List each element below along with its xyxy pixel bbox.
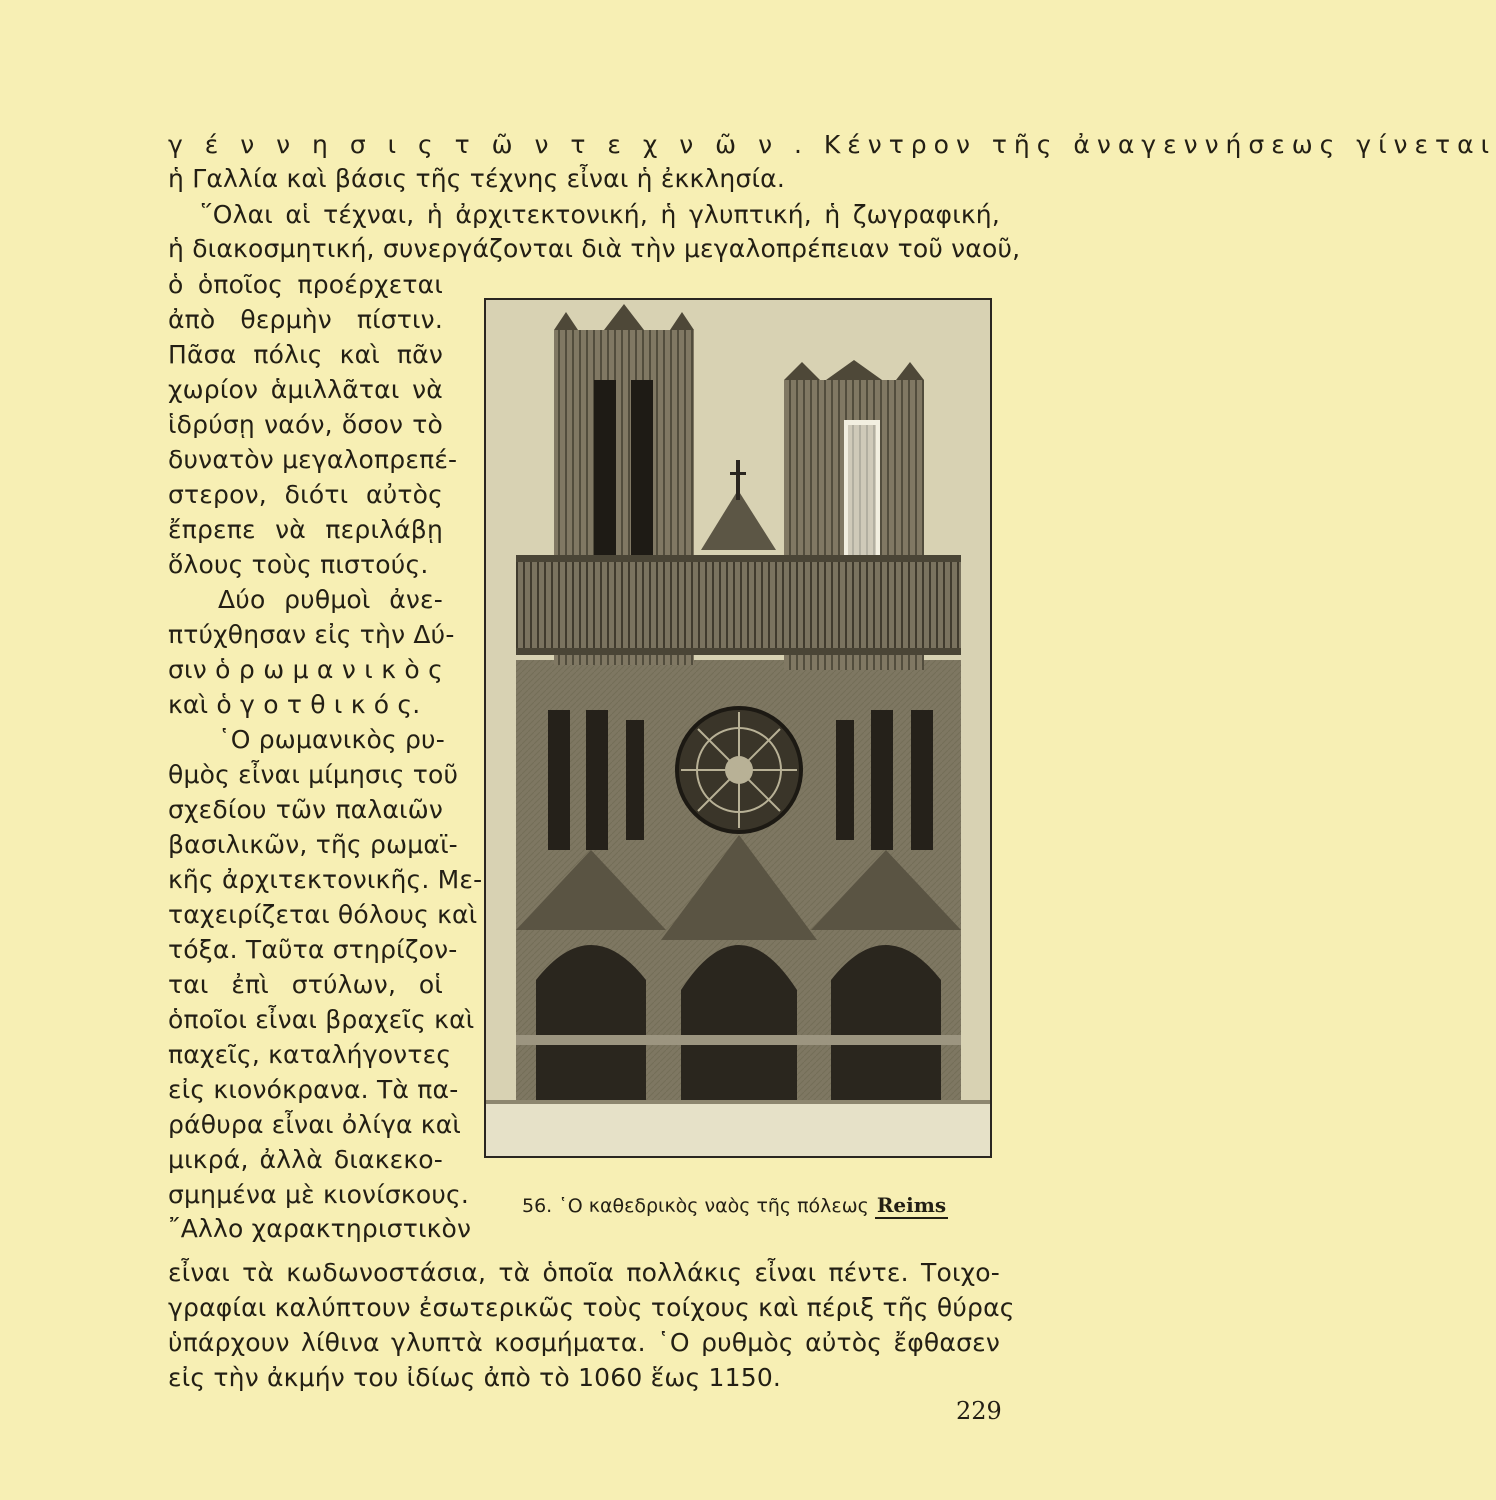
- text-line: ὁ ὁποῖος προέρχεται: [168, 270, 443, 299]
- text-line: μικρά, ἀλλὰ διακεκο-: [168, 1145, 443, 1174]
- text-line: Πᾶσα πόλις καὶ πᾶν: [168, 340, 443, 369]
- text-line: ἡ Γαλλία καὶ βάσις τῆς τέχνης εἶναι ἡ ἐκκλησία.: [168, 164, 785, 193]
- text-line: ἱδρύσῃ ναόν, ὅσον τὸ: [168, 410, 443, 439]
- text-line: γραφίαι καλύπτουν ἐσωτερικῶς τοὺς τοίχους καὶ πέριξ τῆς θύρας: [168, 1293, 1015, 1322]
- text-line: πτύχθησαν εἰς τὴν Δύ-: [168, 620, 455, 649]
- page-number: 229: [956, 1397, 1002, 1425]
- cathedral-illustration: [486, 300, 990, 1156]
- text-line: Δύο ρυθμοὶ ἀνε-: [218, 585, 443, 614]
- text-line: χωρίον ἁμιλλᾶται νὰ: [168, 375, 443, 404]
- text-line: σχεδίου τῶν παλαιῶν: [168, 795, 443, 824]
- text-line: ῾Ο ρωμανικὸς ρυ-: [218, 725, 445, 754]
- text-line: σμημένα μὲ κιονίσκους.: [168, 1180, 470, 1209]
- caption-text: 56. ῾Ο καθεδρικὸς ναὸς τῆς πόλεως: [522, 1195, 869, 1217]
- text-line: ἀπὸ θερμὴν πίστιν.: [168, 305, 443, 334]
- text-line: ῞Ολαι αἱ τέχναι, ἡ ἀρχιτεκτονική, ἡ γλυπτική, ἡ ζωγραφική,: [200, 200, 1000, 229]
- text-line: κῆς ἀρχιτεκτονικῆς. Με-: [168, 865, 483, 894]
- text-line: ὁποῖοι εἶναι βραχεῖς καὶ: [168, 1005, 475, 1034]
- text-line: δυνατὸν μεγαλοπρεπέ-: [168, 445, 458, 474]
- text-line: ται ἐπὶ στύλων, οἱ: [168, 970, 443, 999]
- text-line: ὑπάρχουν λίθινα γλυπτὰ κοσμήματα. ῾Ο ρυθμὸς αὐτὸς ἔφθασεν: [168, 1328, 1000, 1357]
- text-line: παχεῖς, καταλήγοντες: [168, 1040, 452, 1069]
- text-line: ἡ διακοσμητική, συνεργάζονται διὰ τὴν μεγαλοπρέπειαν τοῦ ναοῦ,: [168, 234, 1021, 263]
- text-line: θμὸς εἶναι μίμησις τοῦ: [168, 760, 459, 789]
- text-line: εἰς τὴν ἀκμήν του ἰδίως ἀπὸ τὸ 1060 ἕως 1150.: [168, 1363, 782, 1392]
- text-line: ράθυρα εἶναι ὀλίγα καὶ: [168, 1110, 462, 1139]
- figure-caption: [522, 1191, 948, 1220]
- text-line: καὶ ὁ γ ο τ θ ι κ ό ς.: [168, 690, 421, 719]
- text-line: εἰς κιονόκρανα. Τὰ πα-: [168, 1075, 459, 1104]
- text-line: ῎Αλλο χαρακτηριστικὸν: [168, 1214, 472, 1243]
- text-line: στερον, διότι αὐτὸς: [168, 480, 443, 509]
- text-line: ὅλους τοὺς πιστούς.: [168, 550, 429, 579]
- text-line: ἔπρεπε νὰ περιλάβῃ: [168, 515, 443, 544]
- text-line: εἶναι τὰ κωδωνοστάσια, τὰ ὁποῖα πολλάκις εἶναι πέντε. Τοιχο-: [168, 1258, 1000, 1287]
- text-line: γ έ ν ν η σ ι ς τ ῶ ν τ ε χ ν ῶ ν . Κέντρον τῆς ἀναγεννήσεως γίνεται: [168, 130, 1496, 159]
- text-line: ταχειρίζεται θόλους καὶ: [168, 900, 478, 929]
- text-line: σιν ὁ ρ ω μ α ν ι κ ὸ ς: [168, 655, 443, 684]
- caption-place: Reims: [876, 1193, 947, 1217]
- cathedral-photo: [484, 298, 992, 1158]
- text-line: τόξα. Ταῦτα στηρίζον-: [168, 935, 458, 964]
- text-line: βασιλικῶν, τῆς ρωμαϊ-: [168, 830, 458, 859]
